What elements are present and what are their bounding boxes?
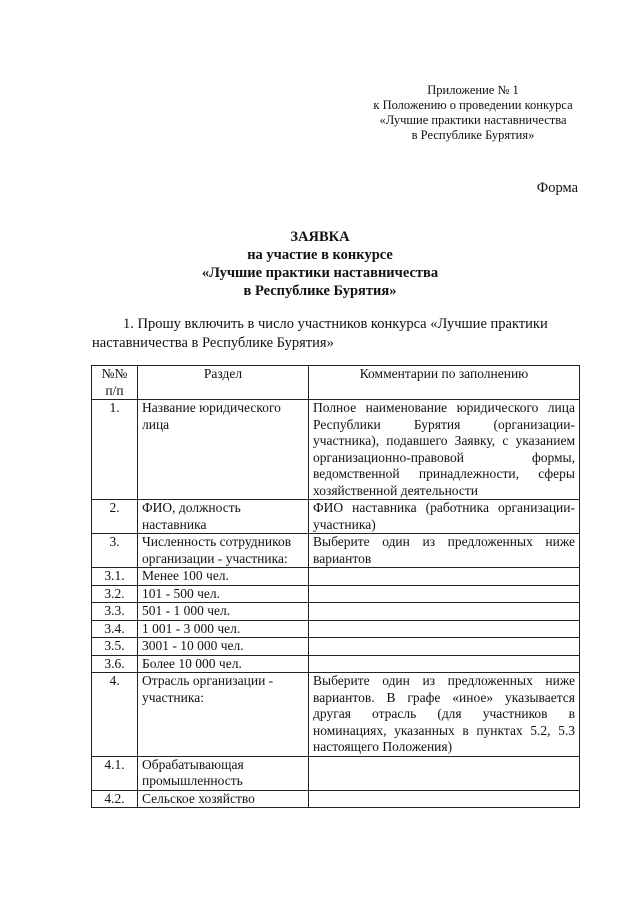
- cell-section: Название юридического лица: [138, 400, 309, 500]
- header-num: №№ п/п: [92, 366, 138, 400]
- cell-num: 2.: [92, 500, 138, 534]
- cell-comment: [309, 620, 580, 638]
- cell-comment: Выберите один из предложенных ниже вариантов. В графе «иное» указывается другая отрасль (для участников в номинациях, указанных в пунктах 5.2, 5.3 настоящего Положения): [309, 673, 580, 757]
- cell-section: 1 001 - 3 000 чел.: [138, 620, 309, 638]
- header-comment: Комментарии по заполнению: [309, 366, 580, 400]
- table-header-row: [92, 366, 580, 400]
- cell-num: 3.2.: [92, 585, 138, 603]
- cell-comment: [309, 655, 580, 673]
- cell-comment: Выберите один из предложенных ниже вариантов: [309, 534, 580, 568]
- cell-num: 3.6.: [92, 655, 138, 673]
- table-row: [92, 500, 580, 534]
- intro-line-1: 1. Прошу включить в число участников конкурса «Лучшие практики: [123, 316, 548, 332]
- table-row: [92, 756, 580, 790]
- table-row: [92, 603, 580, 621]
- intro-line-2: наставничества в Республике Бурятия»: [92, 335, 334, 351]
- title-line: на участие в конкурсе: [247, 247, 393, 263]
- cell-num: 4.: [92, 673, 138, 757]
- cell-section: ФИО, должность наставника: [138, 500, 309, 534]
- table-row: [92, 655, 580, 673]
- cell-comment: [309, 756, 580, 790]
- table-row: [92, 638, 580, 656]
- cell-num: 1.: [92, 400, 138, 500]
- form-label: Форма: [536, 180, 578, 196]
- cell-section: Отрасль организации - участника:: [138, 673, 309, 757]
- cell-section: Менее 100 чел.: [138, 568, 309, 586]
- cell-num: 3.3.: [92, 603, 138, 621]
- appendix-line: к Положению о проведении конкурса: [373, 98, 573, 112]
- cell-section: Обрабатывающая промышленность: [138, 756, 309, 790]
- table-row: [92, 568, 580, 586]
- document-title: [0, 228, 640, 300]
- appendix-line: Приложение № 1: [427, 83, 519, 97]
- title-line: «Лучшие практики наставничества: [201, 265, 439, 281]
- intro-paragraph: [92, 315, 579, 353]
- table-row: [92, 673, 580, 757]
- cell-section: Численность сотрудников организации - участника:: [138, 534, 309, 568]
- cell-num: 4.1.: [92, 756, 138, 790]
- application-table: [91, 365, 580, 808]
- cell-num: 4.2.: [92, 790, 138, 808]
- table-row: [92, 534, 580, 568]
- cell-comment: [309, 585, 580, 603]
- cell-section: Сельское хозяйство: [138, 790, 309, 808]
- cell-comment: [309, 603, 580, 621]
- cell-num: 3.4.: [92, 620, 138, 638]
- table-row: [92, 790, 580, 808]
- header-section: Раздел: [138, 366, 309, 400]
- cell-section: 3001 - 10 000 чел.: [138, 638, 309, 656]
- cell-comment: [309, 790, 580, 808]
- table-row: [92, 620, 580, 638]
- table-row: [92, 585, 580, 603]
- cell-num: 3.1.: [92, 568, 138, 586]
- cell-comment: [309, 568, 580, 586]
- cell-section: 101 - 500 чел.: [138, 585, 309, 603]
- cell-comment: ФИО наставника (работника организации-участника): [309, 500, 580, 534]
- appendix-line: «Лучшие практики наставничества: [379, 113, 567, 127]
- title-line: ЗАЯВКА: [290, 229, 350, 245]
- cell-comment: [309, 638, 580, 656]
- cell-num: 3.: [92, 534, 138, 568]
- appendix-line: в Республике Бурятия»: [411, 128, 535, 142]
- cell-comment: Полное наименование юридического лица Республики Бурятия (организации-участника), подавшего Заявку, с указанием организационно-правовой формы, ведомственной принадлежности, сферы хозяйственной деятельности: [309, 400, 580, 500]
- table-row: [92, 400, 580, 500]
- cell-num: 3.5.: [92, 638, 138, 656]
- appendix-header: [350, 83, 596, 143]
- cell-section: 501 - 1 000 чел.: [138, 603, 309, 621]
- cell-section: Более 10 000 чел.: [138, 655, 309, 673]
- title-line: в Республике Бурятия»: [243, 283, 397, 299]
